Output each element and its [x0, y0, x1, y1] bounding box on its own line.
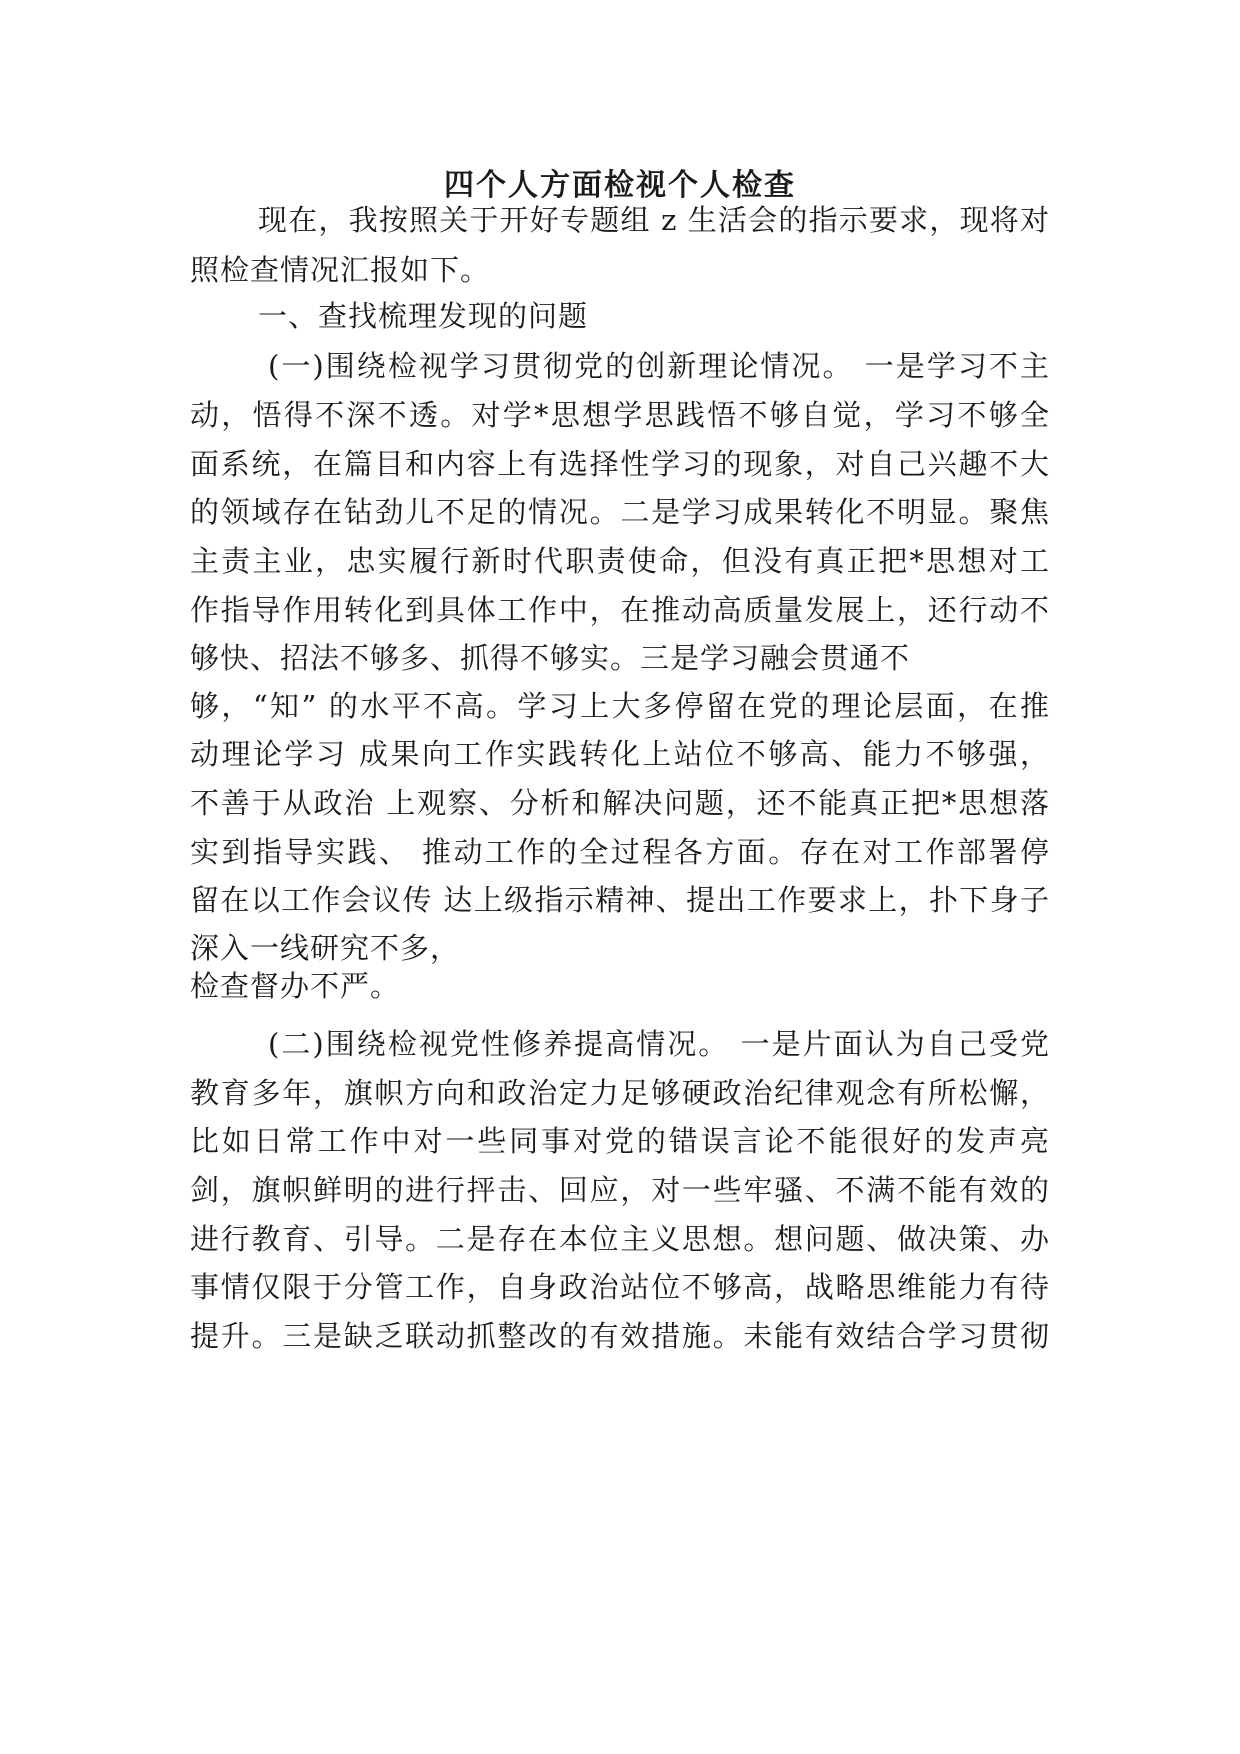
- paragraph-line: 主责主业，忠实履行新时代职责使命，但没有真正把*思想对工: [190, 544, 1050, 578]
- paragraph-line: 比如日常工作中对一些同事对党的错误言论不能很好的发声亮: [190, 1124, 1050, 1158]
- paragraph-line: (二)围绕检视党性修养提高情况。 一是片面认为自己受党: [268, 1027, 1050, 1061]
- paragraph-line: 不善于从政治 上观察、分析和解决问题，还不能真正把*思想落: [190, 786, 1050, 820]
- paragraph-line: 提升。三是缺乏联动抓整改的有效措施。未能有效结合学习贯彻: [190, 1319, 1050, 1353]
- paragraph-line: 够，“知” 的水平不高。学习上大多停留在党的理论层面，在推: [190, 689, 1050, 723]
- paragraph-line: 检查督办不严。: [190, 969, 401, 1003]
- paragraph-line: 留在以工作会议传 达上级指示精神、提出工作要求上，扑下身子: [190, 883, 1050, 917]
- paragraph-line: 面系统，在篇目和内容上有选择性学习的现象，对自己兴趣不大: [190, 447, 1050, 481]
- paragraph-line: 深入一线研究不多，: [190, 931, 461, 965]
- paragraph-line: 够快、招法不够多、抓得不够实。三是学习融会贯通不: [190, 641, 911, 675]
- paragraph-line: 动理论学习 成果向工作实践转化上站位不够高、能力不够强，: [190, 737, 1050, 771]
- paragraph-line: 的领域存在钻劲儿不足的情况。二是学习成果转化不明显。聚焦: [190, 495, 1050, 529]
- paragraph-line: (一)围绕检视学习贯彻党的创新理论情况。 一是学习不主: [268, 349, 1050, 383]
- paragraph-line: 事情仅限于分管工作，自身政治站位不够高，战略思维能力有待: [190, 1270, 1050, 1304]
- paragraph-line: 进行教育、引导。二是存在本位主义思想。想问题、做决策、办: [190, 1222, 1050, 1256]
- paragraph-line: 作指导作用转化到具体工作中，在推动高质量发展上，还行动不: [190, 593, 1050, 627]
- paragraph-line: 教育多年，旗帜方向和政治定力足够硬政治纪律观念有所松懈，: [190, 1076, 1050, 1110]
- paragraph-line: 现在，我按照关于开好专题组 z 生活会的指示要求，现将对: [258, 203, 1050, 237]
- paragraph-line: 剑，旗帜鲜明的进行抨击、回应，对一些牢骚、不满不能有效的: [190, 1173, 1050, 1207]
- paragraph-line: 照检查情况汇报如下。: [190, 253, 491, 287]
- paragraph-line: 实到指导实践、 推动工作的全过程各方面。存在对工作部署停: [190, 835, 1050, 869]
- document-title: 四个人方面检视个人检查: [444, 168, 796, 203]
- section-heading: 一、查找梳理发现的问题: [258, 299, 589, 333]
- paragraph-line: 动，悟得不深不透。对学*思想学思践悟不够自觉，学习不够全: [190, 398, 1050, 432]
